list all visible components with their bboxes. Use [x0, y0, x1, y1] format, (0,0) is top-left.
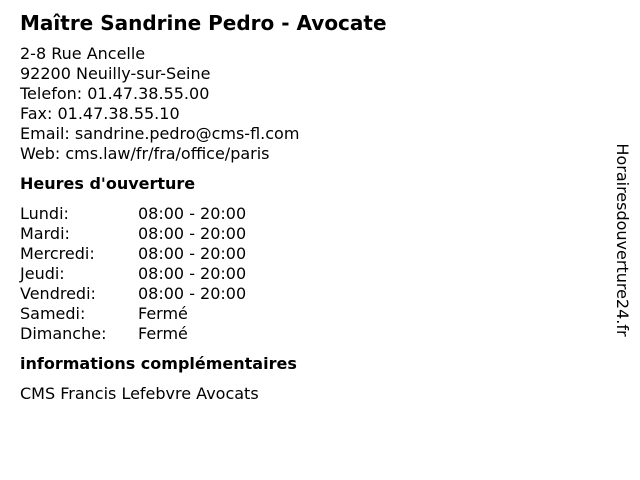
website-address: Web: cms.law/fr/fra/office/paris: [20, 144, 270, 163]
address-city: 92200 Neuilly-sur-Seine: [20, 64, 211, 83]
time-value: 08:00 - 20:00: [138, 284, 247, 303]
brand-watermark: Horairesdouverture24.fr: [613, 143, 632, 337]
page-title: Maître Sandrine Pedro - Avocate: [20, 11, 387, 35]
address-street: 2-8 Rue Ancelle: [20, 44, 146, 63]
day-label: Vendredi:: [20, 284, 96, 303]
day-label: Jeudi:: [20, 264, 65, 283]
time-value: 08:00 - 20:00: [138, 224, 247, 243]
fax-number: Fax: 01.47.38.55.10: [20, 104, 180, 123]
opening-hours-heading: Heures d'ouverture: [20, 174, 196, 193]
day-label: Mercredi:: [20, 244, 95, 263]
time-value: Fermé: [138, 304, 188, 323]
hours-row-monday: [20, 204, 600, 224]
day-label: Lundi:: [20, 204, 69, 223]
day-label: Mardi:: [20, 224, 70, 243]
time-value: 08:00 - 20:00: [138, 204, 247, 223]
business-card: [20, 10, 600, 404]
phone-number: Telefon: 01.47.38.55.00: [20, 84, 210, 103]
additional-info-heading: informations complémentaires: [20, 354, 297, 373]
day-label: Samedi:: [20, 304, 86, 323]
hours-row-wednesday: [20, 244, 600, 264]
hours-row-sunday: [20, 324, 600, 344]
contact-block: [20, 44, 600, 164]
time-value: 08:00 - 20:00: [138, 244, 247, 263]
additional-info-text: CMS Francis Lefebvre Avocats: [20, 384, 259, 403]
time-value: Fermé: [138, 324, 188, 343]
day-label: Dimanche:: [20, 324, 107, 343]
hours-row-thursday: [20, 264, 600, 284]
email-address: Email: sandrine.pedro@cms-fl.com: [20, 124, 300, 143]
hours-row-tuesday: [20, 224, 600, 244]
time-value: 08:00 - 20:00: [138, 264, 247, 283]
opening-hours-list: [20, 204, 600, 344]
hours-row-saturday: [20, 304, 600, 324]
hours-row-friday: [20, 284, 600, 304]
